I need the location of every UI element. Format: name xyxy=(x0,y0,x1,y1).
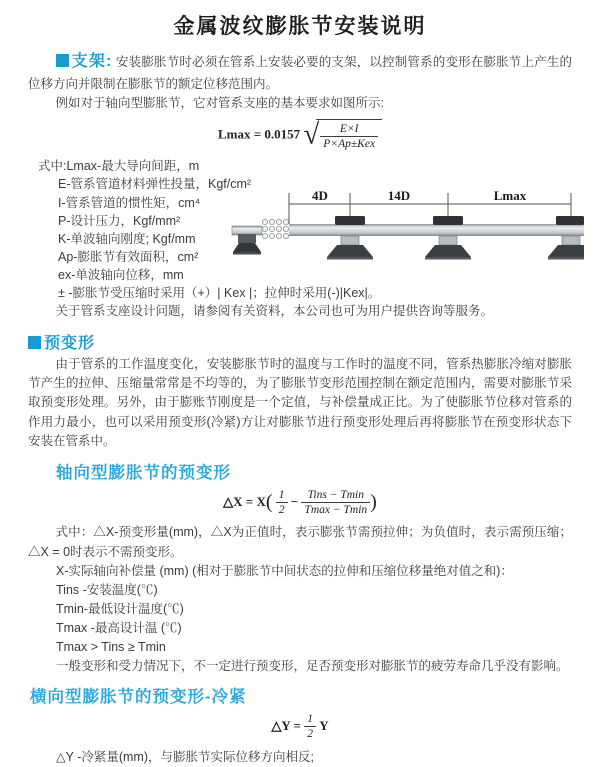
dimension-label-4d: 4D xyxy=(312,188,328,203)
dimension-label-14d: 14D xyxy=(387,188,411,203)
axial-formula xyxy=(28,488,572,518)
section-marker-square xyxy=(28,336,41,349)
half-fraction xyxy=(276,488,288,518)
axial-explain-text: 式中：△X-预变形量(mm)，△X为正值时，表示膨张节需预拉伸；为负值时，表示需预压缩；△X = 0时表示不需预变形。 xyxy=(28,525,572,559)
lateral-formula-lhs: △Y = xyxy=(271,717,301,733)
dimension-lines xyxy=(289,193,571,224)
lateral-formula-rhs: Y xyxy=(319,717,329,733)
axial-item: Tmax > Tins ≥ Tmin xyxy=(56,640,166,655)
support-heading-label: 支架: xyxy=(71,53,113,70)
close-paren: ) xyxy=(370,490,377,513)
guide-support xyxy=(327,216,373,260)
axial-item: Tins -安装温度(℃) xyxy=(56,583,158,598)
pipe-support-diagram xyxy=(232,188,584,266)
sqrt-radical xyxy=(303,118,382,151)
radical-sign: √ xyxy=(303,118,320,151)
predeform-body-text: 由于管系的工作温度变化，安装膨胀节时的温度与工作时的温度不同，管系热膨胀冷缩对膨胀节产生的拉伸、压缩量常常是不均等的，为了膨胀节变形范围控制在额定范围内，需要对膨胀节采取预变形处理。另外，由于膨账节刚度是一个定值，与补偿量成正比。为了使膨胀节位移对管系的作用力最小，也可以采用预变形(冷紧)方让对膨胀节进行预变形处理后再将膨胀节在预变形状态下安装在管系中。 xyxy=(28,356,572,449)
axial-item: X-实际轴向补偿量 (mm) (相对于膨胀节中间状态的拉伸和压缩位移量绝对值之和)： xyxy=(56,564,513,579)
fraction-numerator: 1 xyxy=(304,712,316,727)
axial-item: 一般变形和受力情况下，不一定进行预变形，足否预变形对膨胀节的疲劳寿命几乎没有影响。 xyxy=(56,659,569,674)
pipe xyxy=(289,224,584,236)
half-fraction xyxy=(304,712,316,742)
lmax-fraction xyxy=(320,122,378,152)
open-paren: ( xyxy=(265,490,273,513)
bellows-icon xyxy=(262,219,288,238)
fraction-numerator: Tins − Tmin xyxy=(301,488,370,503)
axial-item: Tmax -最高设计温 (℃) xyxy=(56,621,182,636)
lmax-formula-lhs: Lmax = 0.0157 xyxy=(217,125,301,141)
section-heading-predeform xyxy=(28,330,572,353)
dimension-label-lmax: Lmax xyxy=(493,188,527,203)
axial-item: Tmin-最低设计温度(℃) xyxy=(56,602,184,617)
definition-line: ex-单波轴向位移，mm xyxy=(58,268,184,283)
definition-line: 式中:Lmax-最大导向间距，m xyxy=(38,159,200,174)
support-intro-paragraph xyxy=(28,50,572,94)
definition-line: E-管系管道材料弹性投量，Kgf/cm² xyxy=(58,177,252,192)
guide-support xyxy=(548,216,584,260)
radicand xyxy=(316,119,382,152)
fraction-numerator: E×I xyxy=(320,122,378,137)
definition-line: K-单波轴向刚度; Kgf/mm xyxy=(58,231,196,246)
minus-operator: − xyxy=(290,493,299,509)
lmax-formula xyxy=(28,119,572,152)
definition-line: P-设计压力，Kgf/mm² xyxy=(58,213,181,228)
lateral-formula xyxy=(28,712,572,742)
fraction-numerator: 1 xyxy=(276,488,288,503)
predeform-heading-label: 预变形 xyxy=(44,334,96,352)
axial-formula-lhs: △X = X xyxy=(223,493,266,509)
fraction-denominator: 2 xyxy=(278,503,285,516)
fraction-denominator: Tmax − Tmin xyxy=(304,503,368,516)
axial-items-list xyxy=(28,562,572,676)
definition-line: I-管系管道的惯性矩，cm⁴ xyxy=(58,195,201,210)
support-closing-text: 关于管系支座设计问题，请参阅有关资料，本公司也可为用户提供咨询等服务。 xyxy=(55,304,494,319)
lateral-subheading: 横向型膨胀节的预变形-冷紧 xyxy=(30,688,247,707)
temperature-fraction xyxy=(301,488,370,518)
definition-line: Ap-膨胀节有效面积，cm² xyxy=(58,249,199,264)
page-title: 金属波纹膨胀节安装说明 xyxy=(173,15,427,38)
definition-line: ± -膨胀节受压缩时采用（+）| Kex |；拉伸时采用(-)|Kex|。 xyxy=(58,286,381,301)
fraction-denominator: P×Ap±Kex xyxy=(323,137,376,150)
section-marker-square xyxy=(56,54,69,67)
guide-support xyxy=(425,216,471,260)
lateral-note-text: △Y -冷紧量(mm)，与膨胀节实际位移方向相反; xyxy=(56,749,314,764)
fraction-denominator: 2 xyxy=(307,728,313,741)
support-example-text: 例如对于轴向型膨胀节，它对管系支座的基本要求如图所示: xyxy=(55,96,384,111)
axial-subheading: 轴向型膨胀节的预变形 xyxy=(56,463,231,482)
diagram-svg xyxy=(232,188,584,266)
pipe-stub xyxy=(232,226,262,235)
anchor-support xyxy=(233,234,261,255)
support-intro-text: 安装膨胀节时必须在管系上安装必要的支架，以控制管系的变形在膨胀节上产生的位移方向并限制在膨胀节的额定位移范围内。 xyxy=(28,55,572,91)
section-heading-support xyxy=(56,53,113,70)
